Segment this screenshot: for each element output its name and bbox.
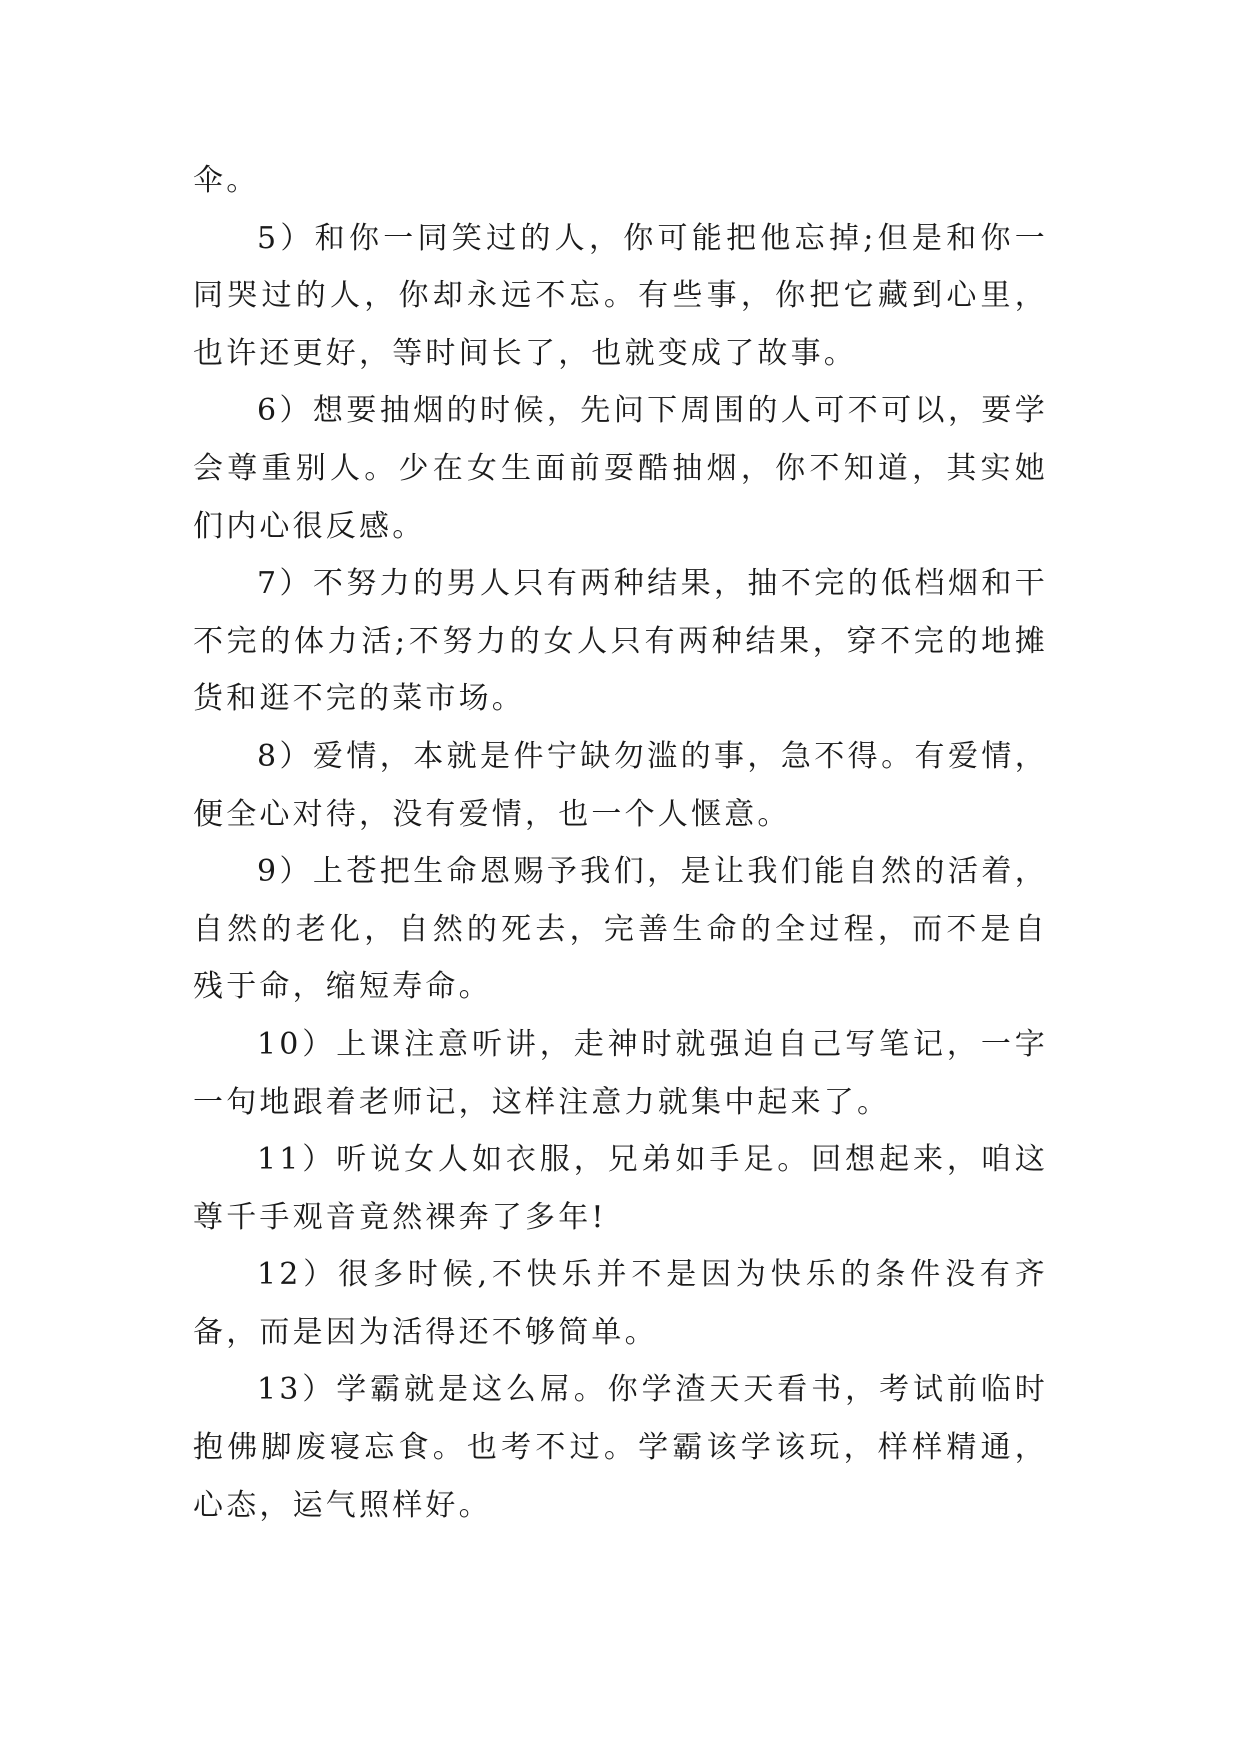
paragraph-item-8: 8）爱情，本就是件宁缺勿滥的事，急不得。有爱情，便全心对待，没有爱情，也一个人惬意。: [193, 738, 1048, 832]
document-body: [193, 152, 1048, 1534]
paragraph-continuation: 伞。: [193, 163, 260, 198]
paragraph-item-11: 11）听说女人如衣服，兄弟如手足。回想起来，咱这尊千手观音竟然裸奔了多年!: [193, 1142, 1048, 1235]
paragraph-item-9: 9）上苍把生命恩赐予我们，是让我们能自然的活着，自然的老化，自然的死去，完善生命的全过程，而不是自残于命，缩短寿命。: [193, 854, 1048, 1005]
paragraph-item-13: 13）学霸就是这么屌。你学渣天天看书，考试前临时抱佛脚废寝忘食。也考不过。学霸该学该玩，样样精通，心态，运气照样好。: [193, 1372, 1048, 1523]
paragraph-item-7: 7）不努力的男人只有两种结果，抽不完的低档烟和干不完的体力活;不努力的女人只有两种结果，穿不完的地摊货和逛不完的菜市场。: [193, 566, 1048, 717]
paragraph-item-10: 10）上课注意听讲，走神时就强迫自己写笔记，一字一句地跟着老师记，这样注意力就集中起来了。: [193, 1026, 1048, 1120]
paragraph-item-12: 12）很多时候,不快乐并不是因为快乐的条件没有齐备，而是因为活得还不够简单。: [193, 1257, 1048, 1350]
paragraph-item-5: 5）和你一同笑过的人，你可能把他忘掉;但是和你一同哭过的人，你却永远不忘。有些事，你把它藏到心里，也许还更好，等时间长了，也就变成了故事。: [193, 220, 1048, 371]
paragraph-item-6: 6）想要抽烟的时候，先问下周围的人可不可以，要学会尊重别人。少在女生面前耍酷抽烟，你不知道，其实她们内心很反感。: [193, 393, 1048, 544]
